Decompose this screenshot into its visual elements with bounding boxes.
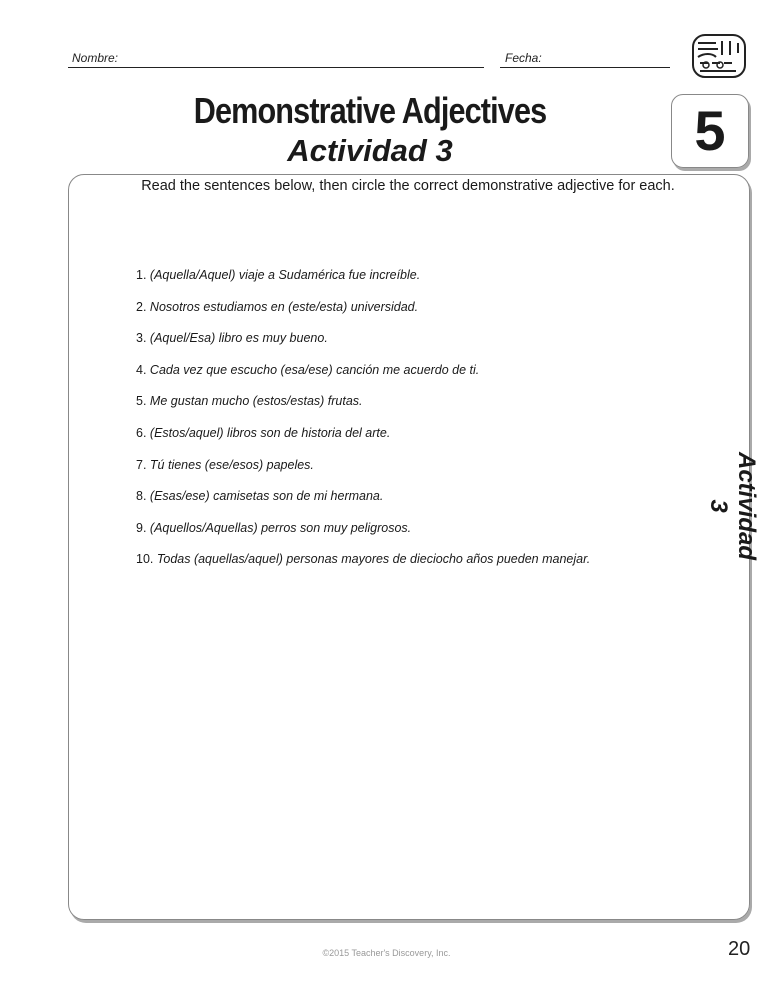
item-sentence: (Estos/aquel) libros son de historia del arte. bbox=[149, 426, 391, 440]
exercise-item bbox=[136, 521, 411, 535]
item-sentence: (Aquellos/Aquellas) perros son muy peligrosos. bbox=[149, 520, 412, 535]
item-number: 1. bbox=[136, 268, 147, 282]
item-sentence: Cada vez que escucho (esa/ese) canción me acuerdo de ti. bbox=[149, 362, 480, 377]
exercise-item bbox=[136, 426, 390, 440]
item-number: 4. bbox=[136, 362, 147, 377]
item-sentence: (Aquella/Aquel) viaje a Sudamérica fue increíble. bbox=[149, 268, 421, 282]
item-number: 6. bbox=[136, 426, 147, 440]
item-number: 5. bbox=[136, 394, 147, 409]
side-label: Actividad 3 bbox=[705, 451, 760, 561]
page-subtitle: Actividad 3 bbox=[287, 133, 453, 168]
page-number: 20 bbox=[728, 938, 751, 960]
exercise-item bbox=[136, 552, 590, 566]
exercise-item bbox=[136, 363, 479, 377]
item-number: 10. bbox=[136, 552, 154, 567]
item-number: 3. bbox=[136, 331, 147, 346]
item-sentence: (Esas/ese) camisetas son de mi hermana. bbox=[149, 489, 384, 504]
item-sentence: (Aquel/Esa) libro es muy bueno. bbox=[149, 331, 328, 346]
item-sentence: Me gustan mucho (estos/estas) frutas. bbox=[149, 394, 363, 409]
instructions: Read the sentences below, then circle the correct demonstrative adjective for each. bbox=[141, 178, 675, 194]
exercise-item bbox=[136, 458, 314, 472]
date-field[interactable] bbox=[500, 67, 670, 68]
exercise-item bbox=[136, 394, 363, 408]
item-number: 9. bbox=[136, 520, 147, 535]
unit-number-badge: 5 bbox=[671, 94, 749, 168]
exercise-item bbox=[136, 268, 420, 282]
exercise-item bbox=[136, 300, 418, 314]
name-field[interactable] bbox=[68, 67, 484, 68]
item-sentence: Tú tienes (ese/esos) papeles. bbox=[149, 457, 314, 472]
mayan-glyph-logo-icon bbox=[690, 33, 748, 79]
item-sentence: Nosotros estudiamos en (este/esta) universidad. bbox=[149, 299, 419, 314]
item-number: 8. bbox=[136, 489, 147, 504]
item-sentence: Todas (aquellas/aquel) personas mayores de dieciocho años pueden manejar. bbox=[156, 552, 591, 567]
name-label: Nombre: bbox=[72, 51, 119, 65]
item-number: 2. bbox=[136, 299, 147, 314]
content-frame bbox=[68, 174, 750, 920]
exercise-item bbox=[136, 489, 383, 503]
page-title: Demonstrative Adjectives bbox=[193, 90, 547, 131]
exercise-item bbox=[136, 331, 328, 345]
date-label: Fecha: bbox=[505, 51, 542, 65]
copyright: ©2015 Teacher's Discovery, Inc. bbox=[322, 948, 451, 958]
item-number: 7. bbox=[136, 457, 147, 472]
